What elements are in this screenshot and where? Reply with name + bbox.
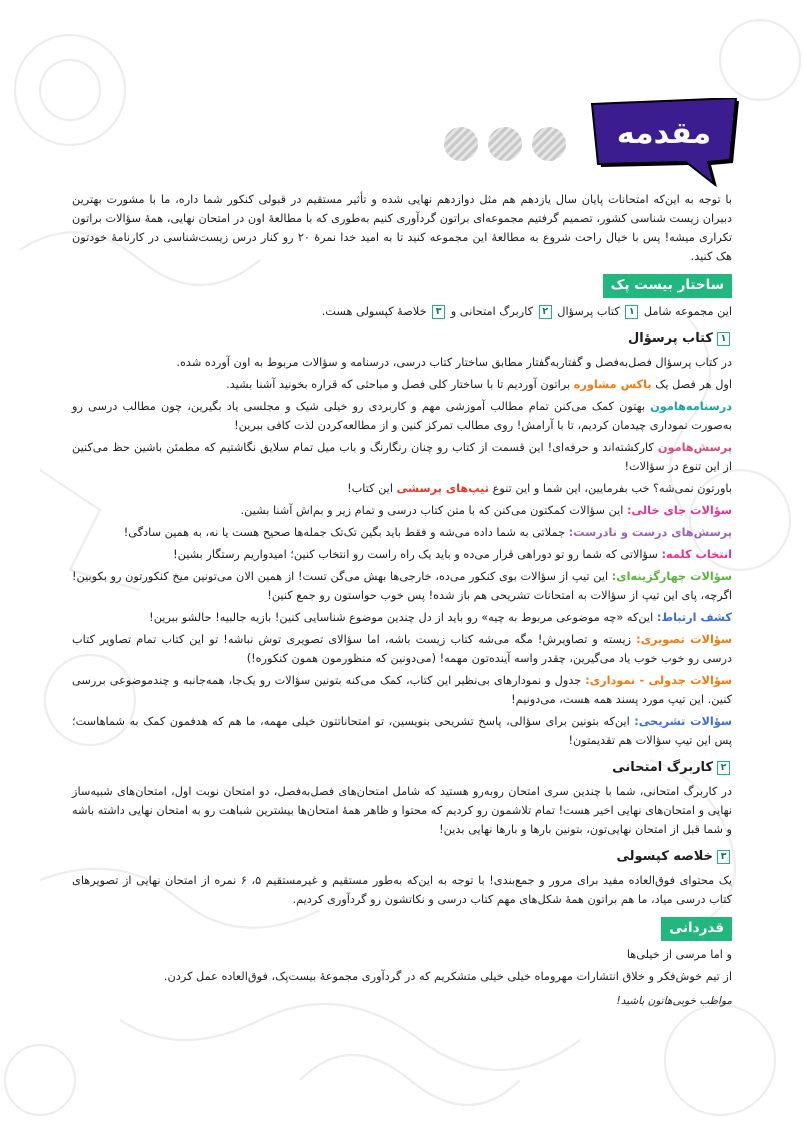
highlight-questions: پرسش‌هامون [657, 441, 732, 454]
book-paragraph-types: باورتون نمی‌شه؟ خب بفرمایین، این شما و این تنوع تیپ‌های پرسشی این کتاب! [347, 482, 732, 495]
subheading-capsule: ۳خلاصه کپسولی [72, 847, 732, 867]
subheading-book: ۱کتاب پرسؤال [72, 329, 732, 349]
worksheet-paragraph: در کاربرگ امتحانی، شما با چندین سری امتحان روبه‌رو هستید که شامل امتحان‌های فصل‌به‌فصل، دو امتحان نوبت اول، امتحان‌های شبیه‌ساز نهایی و امتحان‌های نهایی اخیر هست! تمام تلاشمون رو کردیم که محتوا و ظاهر همهٔ امتحان‌ها بیشترین شباهت رو به امتحان نهایی داشته باشه و شما قبل از امتحان نهایی‌تون، بتونین بارها و بارها نهایی بدین! [72, 785, 732, 836]
highlight-counsel-box: باکس مشاوره [573, 378, 652, 391]
number-badge: ۱ [717, 332, 730, 346]
content [72, 190, 732, 1011]
page-title: مقدمه [616, 116, 712, 151]
book-paragraph-2: اول هر فصل یک باکس مشاوره براتون آوردیم تا با ساختار کلی فصل و مباحثی که قراره بخونید آشنا بشید. [226, 378, 732, 391]
section-heading-thanks: قدردانی [661, 917, 732, 941]
highlight-question-types: تیپ‌های پرسشی [396, 482, 490, 495]
thanks-line-2: از تیم خوش‌فکر و خلاق انتشارات مهروماه خیلی خیلی متشکریم که در گردآوری مجموعهٔ بیست‌پک، فوق‌العاده عمل کردن. [163, 970, 732, 983]
section-heading-structure: ساختار بیست پک [603, 274, 732, 298]
signoff: مواظب خوبی‌هاتون باشید! [616, 995, 732, 1007]
type-word-choice: انتخاب کلمه: سؤالاتی که شما رو تو دوراهی قرار می‌ده و باید یک راه راست رو انتخاب کنین؛ امیدواریم رستگار بشین! [173, 548, 732, 561]
intro-paragraph: با توجه به این‌که امتحانات پایان سال یازدهم هم مثل دوازدهم نهایی شده و تأثیر مستقیم در قبولی کنکور شما داره، ما با مشورت بهترین دبیران زیست‌ شناسی کشور، تصمیم گرفتیم مجموعه‌ای براتون گردآوری کنیم به‌طوری که با مطالعهٔ اون در امتحان نهایی، همهٔ سؤالات براتون تکراری میشه! پس با خیال راحت شروع به مطالعهٔ این مجموعه کنید تا به امید خدا نمرهٔ ۲۰ رو کنار درس زیست‌شناسی در کارنامهٔ خودتون هک کنید. [72, 193, 732, 263]
thanks-line-1: و اما مرسی از خیلی‌ها [626, 948, 732, 961]
type-matching: کشف ارتباط: این‌که «چه موضوعی مربوط به چیه» رو باید از دل چندین موضوع شناسایی کنین! بازیه جالبیه! حالشو ببرین! [149, 611, 732, 624]
structure-paragraph: این مجموعه شامل ۱ کتاب پرسؤال ۲ کاربرگ امتحانی و ۳ خلاصهٔ کپسولی هست. [321, 305, 732, 318]
dot-icon [444, 127, 478, 161]
type-image: سؤالات تصویری: زیسته و تصاویرش! مگه می‌شه کتاب زیست باشه، اما سؤالای تصویری توش نباشه! تو این کتاب تمام تصاویر کتاب درسی رو خوب خوب یاد می‌گیرین، چقدر واسه آینده‌تون مهمه! (می‌دونین که منظورمون همون کنکوره!) [72, 633, 733, 665]
type-multiple-choice: سؤالات چهارگزینه‌ای: این تیپ از سؤالات بوی کنکور می‌ده، خارجی‌ها بهش می‌گن تست! از همین الان می‌تونین میخ کنکورتون رو بکوبین! اگرچه، پای این تیپ از سؤالات به امتحانات تشریحی هم باز شده! پس خوب حواستون رو جمع کنین! [72, 570, 732, 602]
book-paragraph-1: در کتاب پرسؤال فصل‌به‌فصل و گفتاربه‌گفتار مطابق ساختار کتاب درسی، درسنامه و سؤالات مربوط به اون آورده شده. [176, 356, 732, 369]
dot-icon [532, 127, 566, 161]
capsule-paragraph: یک محتوای فوق‌العاده مفید برای مرور و جمع‌بندی! با توجه به این‌که به‌طور مستقیم و غیرمستقیم ۵، ۶ نمره از امتحان نهایی از تصویرهای کتاب درسی میاد، ما هم براتون همهٔ شکل‌های مهم کتاب درسی و نکاتشون رو گردآوری کردیم. [72, 874, 732, 906]
number-badge: ۱ [625, 305, 638, 319]
type-fill-blank: سؤالات جای خالی: این سؤالات کمکتون می‌کنن که با متن کتاب درسی و تمام زیر و بم‌اش آشنا بشین. [240, 504, 732, 517]
book-paragraph-lessons: درسنامه‌هامون بهتون کمک می‌کنن تمام مطالب آموزشی مهم و کاربردی رو خیلی شیک و مجلسی یاد بگیرین، چون مطالب درسی رو به‌صورت نموداری چیدمان کردیم، تا با آرامش! روی مطالب تمرکز کنین و از مطالعه‌کردن لذت کافی ببرین! [72, 400, 733, 432]
type-true-false: پرسش‌های درست و نادرست: جملاتی به شما داده می‌شه و فقط باید بگین تک‌تک جمله‌ها صحیح هست یا نه، به همین سادگی! [123, 526, 732, 539]
type-table-chart: سؤالات جدولی - نموداری: جدول و نمودارهای بی‌نظیر این کتاب، کمک می‌کنه بتونین سؤالات رو یک‌جا، همه‌جانبه و چندموضوعی بررسی کنین. این تیپ مورد پسند همه هست، می‌دونیم! [72, 674, 733, 706]
number-badge: ۳ [432, 305, 445, 319]
number-badge: ۲ [717, 761, 730, 775]
dot-icon [488, 127, 522, 161]
subheading-worksheet: ۲کاربرگ امتحانی [72, 758, 732, 778]
highlight-lessons: درسنامه‌هامون [650, 400, 733, 413]
type-descriptive: سؤالات تشریحی: این‌که بتونین برای سؤالی، پاسخ تشریحی بنویسین، تو امتحاناتتون خیلی مهمه، ما هم که هدفمون کمک به شماهاست؛ پس این تیپ سؤالات هم تقدیمتون! [72, 715, 732, 747]
book-paragraph-questions: پرسش‌هامون کارکشته‌اند و حرفه‌ای! این قسمت از کتاب رو چنان رنگارنگ و باب میل تمام سلایق نگاشتیم که مطمئن باشین حظ می‌کنین از این تنوع در سؤالات! [72, 441, 732, 473]
number-badge: ۲ [539, 305, 552, 319]
number-badge: ۳ [717, 850, 730, 864]
